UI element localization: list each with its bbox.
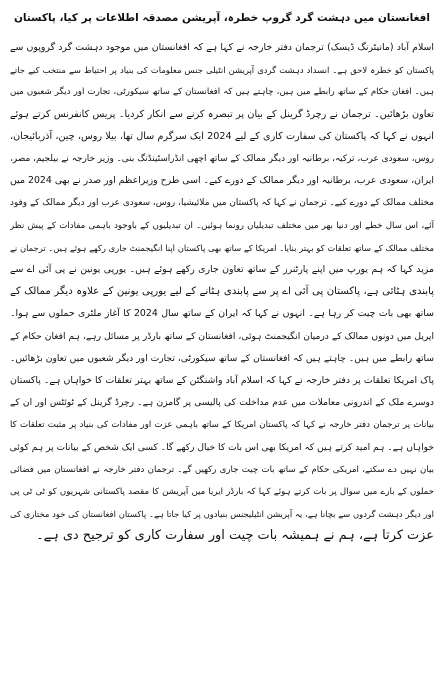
article-line: ایران، سعودی عرب، برطانیہ اور دیگر ممالک کے دورے کیے۔ اسی طرح وزیراعظم اور صدر نے بھی 2024 میں <box>10 175 434 187</box>
article-line: اور دیگر دہشت گردوں سے بچانا ہے، یہ آپریشن انٹیلیجنس بنیادوں پر کیا جاتا ہے۔ پاکستان افغانستان کی خود مختاری کی <box>10 509 434 520</box>
article-line: بیان نہیں دے سکتے، امریکی حکام کے ساتھ بات چیت جاری رکھیں گے۔ ترجمان دفتر خارجہ نے افغانستان میں فضائی <box>10 464 434 475</box>
article-body <box>10 37 434 548</box>
article-line: ہیں۔ افغان حکام کے ساتھ رابطے میں ہیں، چاہتے ہیں کہ افغانستان کے ساتھ سیکورٹی، تجارت اور دیگر شعبوں میں <box>10 87 434 98</box>
article-headline: افغانستان میں دہشت گرد گروپ خطرہ، آپریشن مصدقہ اطلاعات پر کیا، پاکستان <box>13 12 431 24</box>
article-line: ساتھ رابطے میں ہیں۔ چاہتے ہیں کہ افغانستان کے ساتھ سیکورٹی، تجارت اور دیگر شعبوں میں تعاون بڑھائیں۔ <box>10 353 434 364</box>
article-line: خواہاں ہے۔ ہم امید کرتے ہیں کہ امریکا بھی اس بات کا خیال رکھے گا۔ کسی ایک شخص کے بیانات پر ہم کوئی <box>10 442 434 453</box>
article-line: پابندی ہٹائی ہے، پاکستان پی آئی اے پر سے پابندی ہٹانے کے لیے یورپی یونین کے علاوہ دیگر ممالک کے <box>10 286 434 298</box>
article-line: انہوں نے کہا کہ پاکستان کی سفارت کاری کے لیے 2024 ایک سرگرم سال تھا، بیلا روس، چین، آذربائیجان، <box>10 130 434 142</box>
article-line: مزید کہا کہ ہم یورپ میں اپنے پارٹنرز کے ساتھ تعاون جاری رکھے ہوئے ہیں۔ یورپی یونین نے پی آئی اے سے <box>10 264 434 276</box>
article-line: عزت کرتا ہے، ہم نے ہمیشہ بات چیت اور سفارت کاری کو ترجیح دی ہے۔ <box>36 528 434 544</box>
article-line: پاک امریکا تعلقات پر دفتر خارجہ نے کہا کہ اسلام آباد واشنگٹن کے ساتھ بہتر تعلقات کا خواہاں ہے۔ پاکستان <box>10 375 434 387</box>
article-line: پاکستان کو خطرہ لاحق ہے۔ انسداد دہشت گردی آپریشن انٹیلی جنس معلومات کی بنیاد پر احتیاط سے منتخب کیے جاتے <box>10 65 434 76</box>
article-line: بیانات پر ترجمان دفتر خارجہ نے کہا کہ پاکستان امریکا کے ساتھ باہمی عزت اور مفادات کی بنیاد پر مثبت تعلقات کا <box>10 420 434 431</box>
article-line: اسلام آباد (مانیٹرنگ ڈیسک) ترجمان دفتر خارجہ نے کہا ہے کہ افغانستان میں موجود دہشت گرد گروپوں سے <box>10 42 434 53</box>
article-line: دوسرے ملک کے اندرونی معاملات میں عدم مداخلت کی پالیسی پر گامزن ہے۔ رچرڈ گرینل کے ٹوئٹس اور ان کے <box>10 398 434 409</box>
article-line: آئے، اس سال خطے اور دنیا بھر میں مختلف تبدیلیاں رونما ہوئیں۔ ان تبدیلیوں کے باوجود باہمی مفادات کے پیش نظر <box>10 220 434 231</box>
article-line: تعاون بڑھائیں۔ ترجمان نے رچرڈ گرینل کے بیان پر تبصرہ کرنے سے انکار کردیا۔ پریس کانفرنس کرتے ہوئے <box>10 108 434 120</box>
article-line: ساتھ بھی بات چیت کر رہا ہے۔ انہوں نے کہا کہ ایران کے ساتھ سال 2024 کا آغاز ملٹری حملوں سے ہوا۔ <box>10 308 434 320</box>
article-line: مختلف ممالک کے دورے کیے۔ ترجمان نے کہا کہ پاکستان میں ملائیشیا، روس، سعودی عرب اور دیگر ممالک کے وفود <box>10 198 434 209</box>
article-line: حملوں کے بارے میں سوال پر بات کرتے ہوئے کہا کہ بارڈر ایریا میں آپریشن کا مقصد پاکستانی شہریوں کو ٹی ٹی پی <box>10 487 434 498</box>
article-line: مختلف ممالک کے ساتھ تعلقات کو بہتر بنایا۔ امریکا کے ساتھ بھی پاکستان اپنا انگیجمنٹ جاری رکھے ہوئے ہیں۔ ترجمان نے <box>10 242 434 253</box>
article-line: روس، سعودی عرب، ترکیہ، برطانیہ اور دیگر ممالک کے ساتھ اچھی انڈراسٹینڈنگ بنی۔ وزیر خارجہ نے بیلجیم، مصر، <box>10 154 434 165</box>
article-line: اپریل میں دونوں ممالک کے درمیان انگیجمنٹ ہوئی، افغانستان کے ساتھ بارڈر پر مسائل رہے، ہم افغان حکام کے <box>10 331 434 342</box>
